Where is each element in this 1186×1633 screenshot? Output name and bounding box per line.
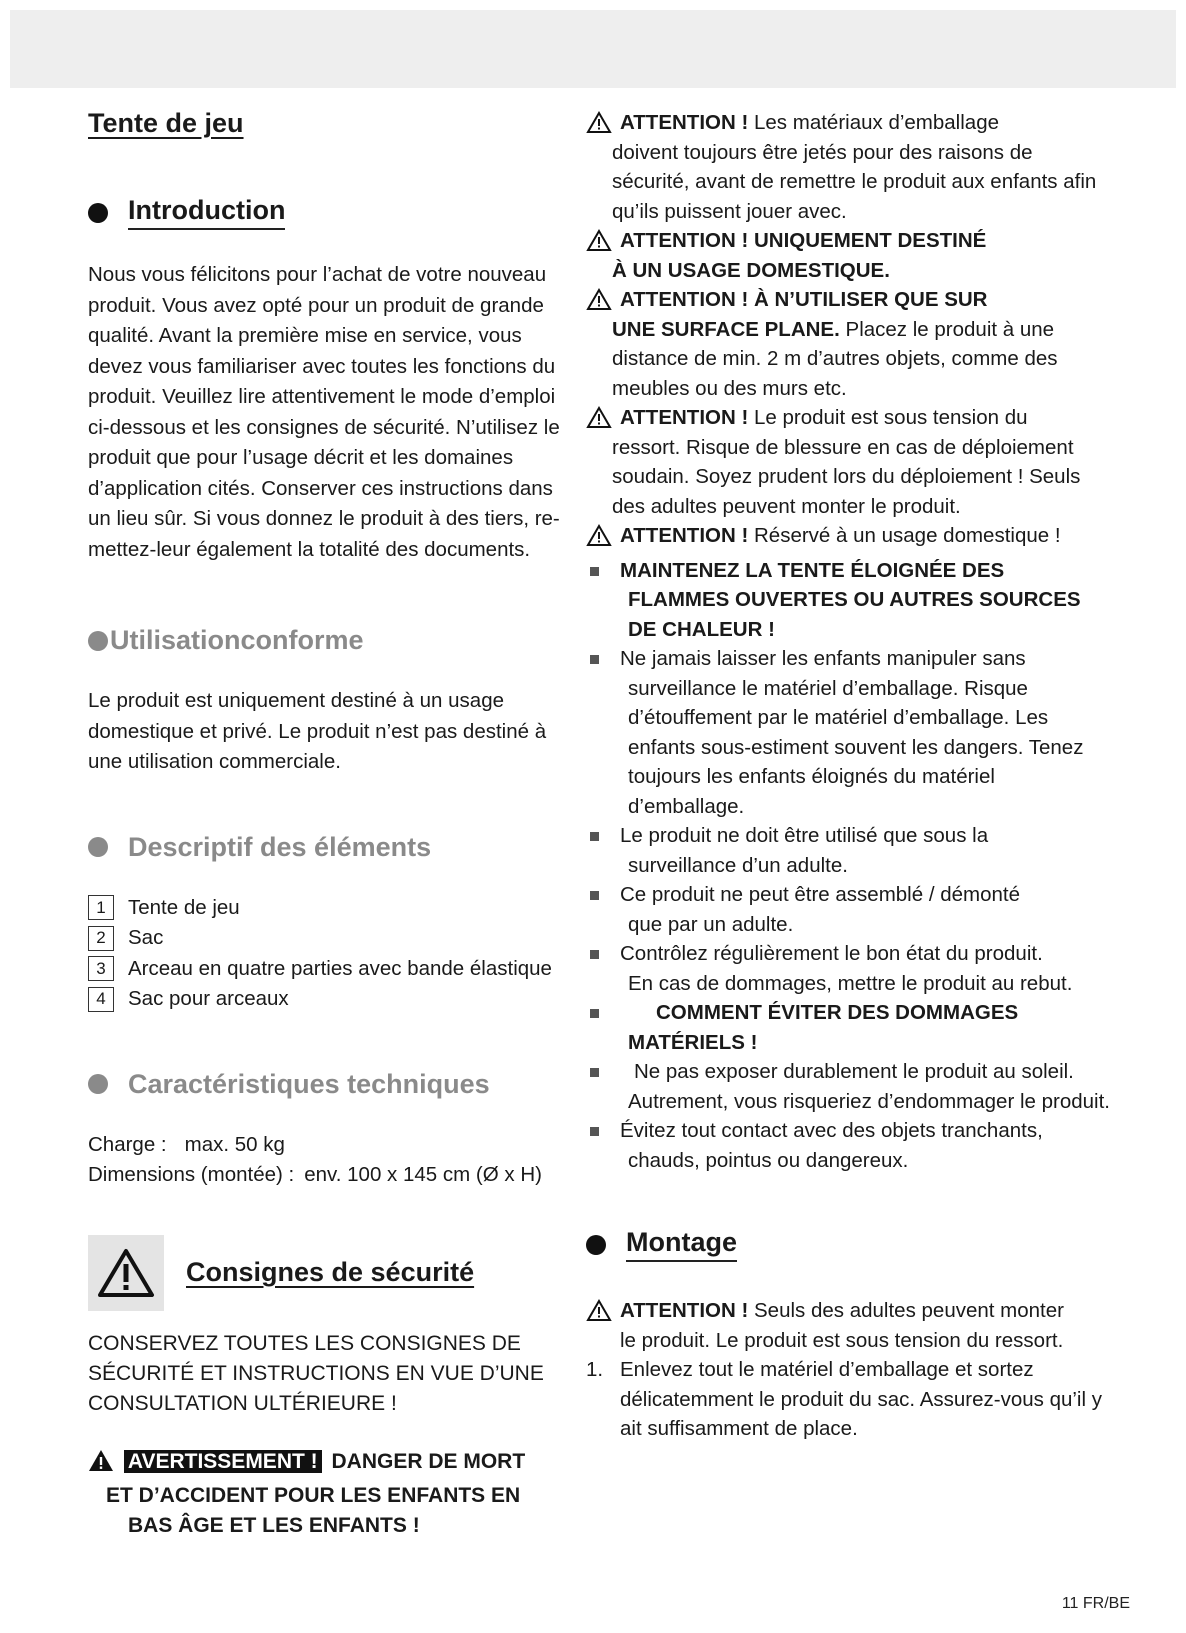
safety-heading-block <box>88 1235 578 1311</box>
list-item: Ne jamais laisser les enfants manipuler sans surveillance le matériel d’emballage. Risque d’étouffement par le matériel d’emballage. Les enfants sous-estiment souvent les dangers. Tenez toujours les enfants éloignés du matériel d’emballage. <box>586 644 1110 821</box>
square-bullet-icon <box>590 1068 599 1077</box>
list-item: Contrôlez régulièrement le bon état du produit. En cas de dommages, mettre le produit au rebut. <box>586 939 1110 998</box>
warning-triangle-icon <box>88 1449 114 1481</box>
square-bullet-icon <box>590 950 599 959</box>
bullet-dot-icon <box>88 203 108 223</box>
list-item: Évitez tout contact avec des objets tranchants, chauds, pointus ou dangereux. <box>586 1116 1110 1175</box>
usage-heading: Utilisationconforme <box>88 625 578 656</box>
charge-row: Charge : max. 50 kg <box>88 1132 285 1156</box>
intro-heading: Introduction <box>88 195 578 230</box>
bullet-dot-icon <box>586 1235 606 1255</box>
warning-entry: ATTENTION ! Seuls des adultes peuvent monter le produit. Le produit est sous tension du ressort. <box>586 1296 1110 1355</box>
safety-caps-text: CONSERVEZ TOUTES LES CONSIGNES DE SÉCURITÉ ET INSTRUCTIONS EN VUE D’UNE CONSULTATION ULTÉRIEURE ! <box>88 1331 544 1415</box>
step-item: 1. Enlevez tout le matériel d’emballage et sortez délicatemment le produit du sac. Assurez-vous qu’il y ait suffisamment de place. <box>586 1358 1102 1440</box>
danger-warning: AVERTISSEMENT ! DANGER DE MORT ET D’ACCIDENT POUR LES ENFANTS EN BAS ÂGE ET LES ENFANTS ! <box>88 1447 578 1541</box>
warning-entry: ATTENTION ! Les matériaux d’emballage doivent toujours être jetés pour des raisons de sécurité, avant de remettre le produit aux enfants afin qu’ils puissent jouer avec. <box>586 108 1110 226</box>
dimensions-row: Dimensions (montée) : env. 100 x 145 cm (Ø x H) <box>88 1163 542 1186</box>
list-item: Ce produit ne peut être assemblé / démonté que par un adulte. <box>586 880 1110 939</box>
warning-triangle-icon <box>586 1296 620 1355</box>
square-bullet-icon <box>590 1127 599 1136</box>
left-column <box>88 108 578 1541</box>
list-item: 3 Arceau en quatre parties avec bande élastique <box>88 954 578 985</box>
bullet-dot-icon <box>88 1074 108 1094</box>
warning-entry: ATTENTION ! À N’UTILISER QUE SUR UNE SURFACE PLANE. Placez le produit à une distance de min. 2 m d’autres objets, comme des meubles ou des murs etc. <box>586 285 1110 403</box>
tech-heading: Caractéristiques techniques <box>88 1069 578 1100</box>
list-item: Le produit ne doit être utilisé que sous la surveillance d’un adulte. <box>586 821 1110 880</box>
list-item: 1 Tente de jeu <box>88 893 578 924</box>
list-item: COMMENT ÉVITER DES DOMMAGES MATÉRIELS ! <box>586 998 1110 1057</box>
bullet-dot-icon <box>88 837 108 857</box>
warning-entry: ATTENTION ! Réservé à un usage domestique ! <box>586 521 1110 556</box>
warning-badge: AVERTISSEMENT ! <box>124 1450 322 1473</box>
warning-triangle-icon <box>586 521 620 556</box>
desc-heading: Descriptif des éléments <box>88 832 578 863</box>
page-footer <box>1062 1595 1130 1613</box>
list-item: 2 Sac <box>88 923 578 954</box>
warning-entry: ATTENTION ! UNIQUEMENT DESTINÉ À UN USAGE DOMESTIQUE. <box>586 226 1110 285</box>
language-code: FR/BE <box>1082 1595 1130 1612</box>
square-bullet-icon <box>590 832 599 841</box>
list-item: Ne pas exposer durablement le produit au soleil. Autrement, vous risqueriez d’endommager le produit. <box>586 1057 1110 1116</box>
square-bullet-icon <box>590 655 599 664</box>
square-bullet-icon <box>590 567 599 576</box>
parts-list <box>88 893 578 1015</box>
right-column <box>586 108 1110 1444</box>
warning-entry: ATTENTION ! Le produit est sous tension du ressort. Risque de blessure en cas de déploiement soudain. Soyez prudent lors du déploiement ! Seuls des adultes peuvent monter le produit. <box>586 403 1110 521</box>
top-header-band <box>10 10 1176 88</box>
page-title: Tente de jeu <box>88 108 244 138</box>
square-bullet-icon <box>590 891 599 900</box>
warning-triangle-icon <box>88 1235 164 1311</box>
list-item: MAINTENEZ LA TENTE ÉLOIGNÉE DES FLAMMES OUVERTES OU AUTRES SOURCES DE CHALEUR ! <box>586 556 1110 645</box>
list-item: 4 Sac pour arceaux <box>88 984 578 1015</box>
montage-heading: Montage <box>586 1227 1110 1262</box>
page-number: 11 <box>1061 1595 1079 1612</box>
square-bullet-icon <box>590 1009 599 1018</box>
usage-text: Le produit est uniquement destiné à un usage domestique et privé. Le produit n’est pas destiné à une utilisation commerciale. <box>88 689 547 773</box>
safety-title: Consignes de sécurité <box>186 1257 475 1287</box>
intro-text: Nous vous félicitons pour l’achat de votre nouveau produit. Vous avez opté pour un produit de grande qualité. Avant la première mise en service, vous devez vous familiariser avec toutes les fonctions du produit. Veuillez lire attentivement le mode d’emploi ci-dessous et les consignes de sécurité. N’utilisez le produit que pour l’usage décrit et les domaines d’application cités. Conserver ces instructions dans un lieu sûr. Si vous donnez le produit à des tiers, re-mettez-leur également la totalité des documents. <box>88 263 560 561</box>
bullet-dot-icon <box>88 631 108 651</box>
